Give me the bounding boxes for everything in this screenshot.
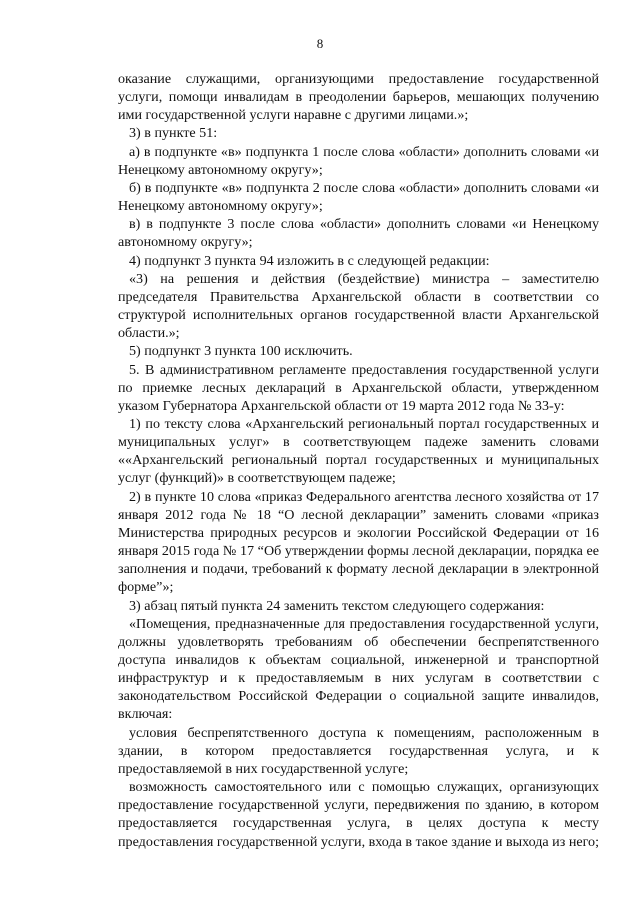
paragraph-subitem-b: б) в подпункте «в» подпункта 2 после слова «области» дополнить словами «и Ненецкому автономному округу»; [118,179,599,215]
paragraph-item-3-point-51: 3) в пункте 51: [129,125,218,142]
paragraph-1-continuation: оказание служащими, организующими предоставление государственной услуги, помощи инвалидам в преодолении барьеров, мешающих получению ими государственной услуги наравне с другими лицами.»; [118,71,599,124]
paragraph-section-5-item-1: 1) по тексту слова «Архангельский региональный портал государственных и муниципальных услуг» в соответствующем падеже заменить словами ««Архангельский региональный портал государственных и муниципальных услуг (функций)» в соответствующем падеже; [118,415,599,487]
paragraph-section-5-item-3: 3) абзац пятый пункта 24 заменить текстом следующего содержания: [129,597,545,614]
paragraph-section-5-item-2: 2) в пункте 10 слова «приказ Федерального агентства лесного хозяйства от 17 января 2012 года № 18 “О лесной декларации” заменить словами «приказ Министерства природных ресурсов и экологии Российской Федерации от 16 января 2015 года № 17 “Об утверждении формы лесной декларации, порядка ее заполнения и подачи, требований к формату лесной декларации в электронной форме”»; [118,488,599,596]
paragraph-premises-quote: «Помещения, предназначенные для предоставления государственной услуги, должны удовлетворять требованиям об обеспечении беспрепятственного доступа инвалидов к объектам социальной, инженерной и транспортной инфраструктур и к предоставляемым в них услугам в соответствии с законодательством Российской Федерации о социальной защите инвалидов, включая: [118,615,599,723]
paragraph-movement-possibility: возможность самостоятельного или с помощью служащих, организующих предоставление государственной услуги, передвижения по зданию, в котором предоставляется государственная услуга, в целях доступа к месту предоставления государственной услуги, входа в такое здание и выхода из него; [118,779,600,850]
document-body [118,70,599,851]
paragraph-subitem-v: в) в подпункте 3 после слова «области» дополнить словами «и Ненецкому автономному округу»; [118,216,599,251]
page-number: 8 [316,36,324,51]
paragraph-section-5: 5. В административном регламенте предоставления государственной услуги по приемке лесных деклараций в Архангельской области, утвержденном указом Губернатора Архангельской области от 19 марта 2012 года № 33-у: [118,361,599,414]
paragraph-item-5-exclude: 5) подпункт 3 пункта 100 исключить. [129,343,353,360]
paragraph-item-4-quote: «3) на решения и действия (бездействие) министра – заместителю председателя Правительства Архангельской области в соответствии со структурой исполнительных органов государственной власти Архангельской области.»; [118,270,599,342]
paragraph-item-4: 4) подпункт 3 пункта 94 изложить в с следующей редакции: [129,252,490,269]
paragraph-subitem-a: а) в подпункте «в» подпункта 1 после слова «области» дополнить словами «и Ненецкому автономному округу»; [118,143,599,178]
paragraph-access-conditions: условия беспрепятственного доступа к помещениям, расположенным в здании, в котором предоставляется государственная услуга, и к предоставляемой в них государственной услуге; [118,724,599,777]
